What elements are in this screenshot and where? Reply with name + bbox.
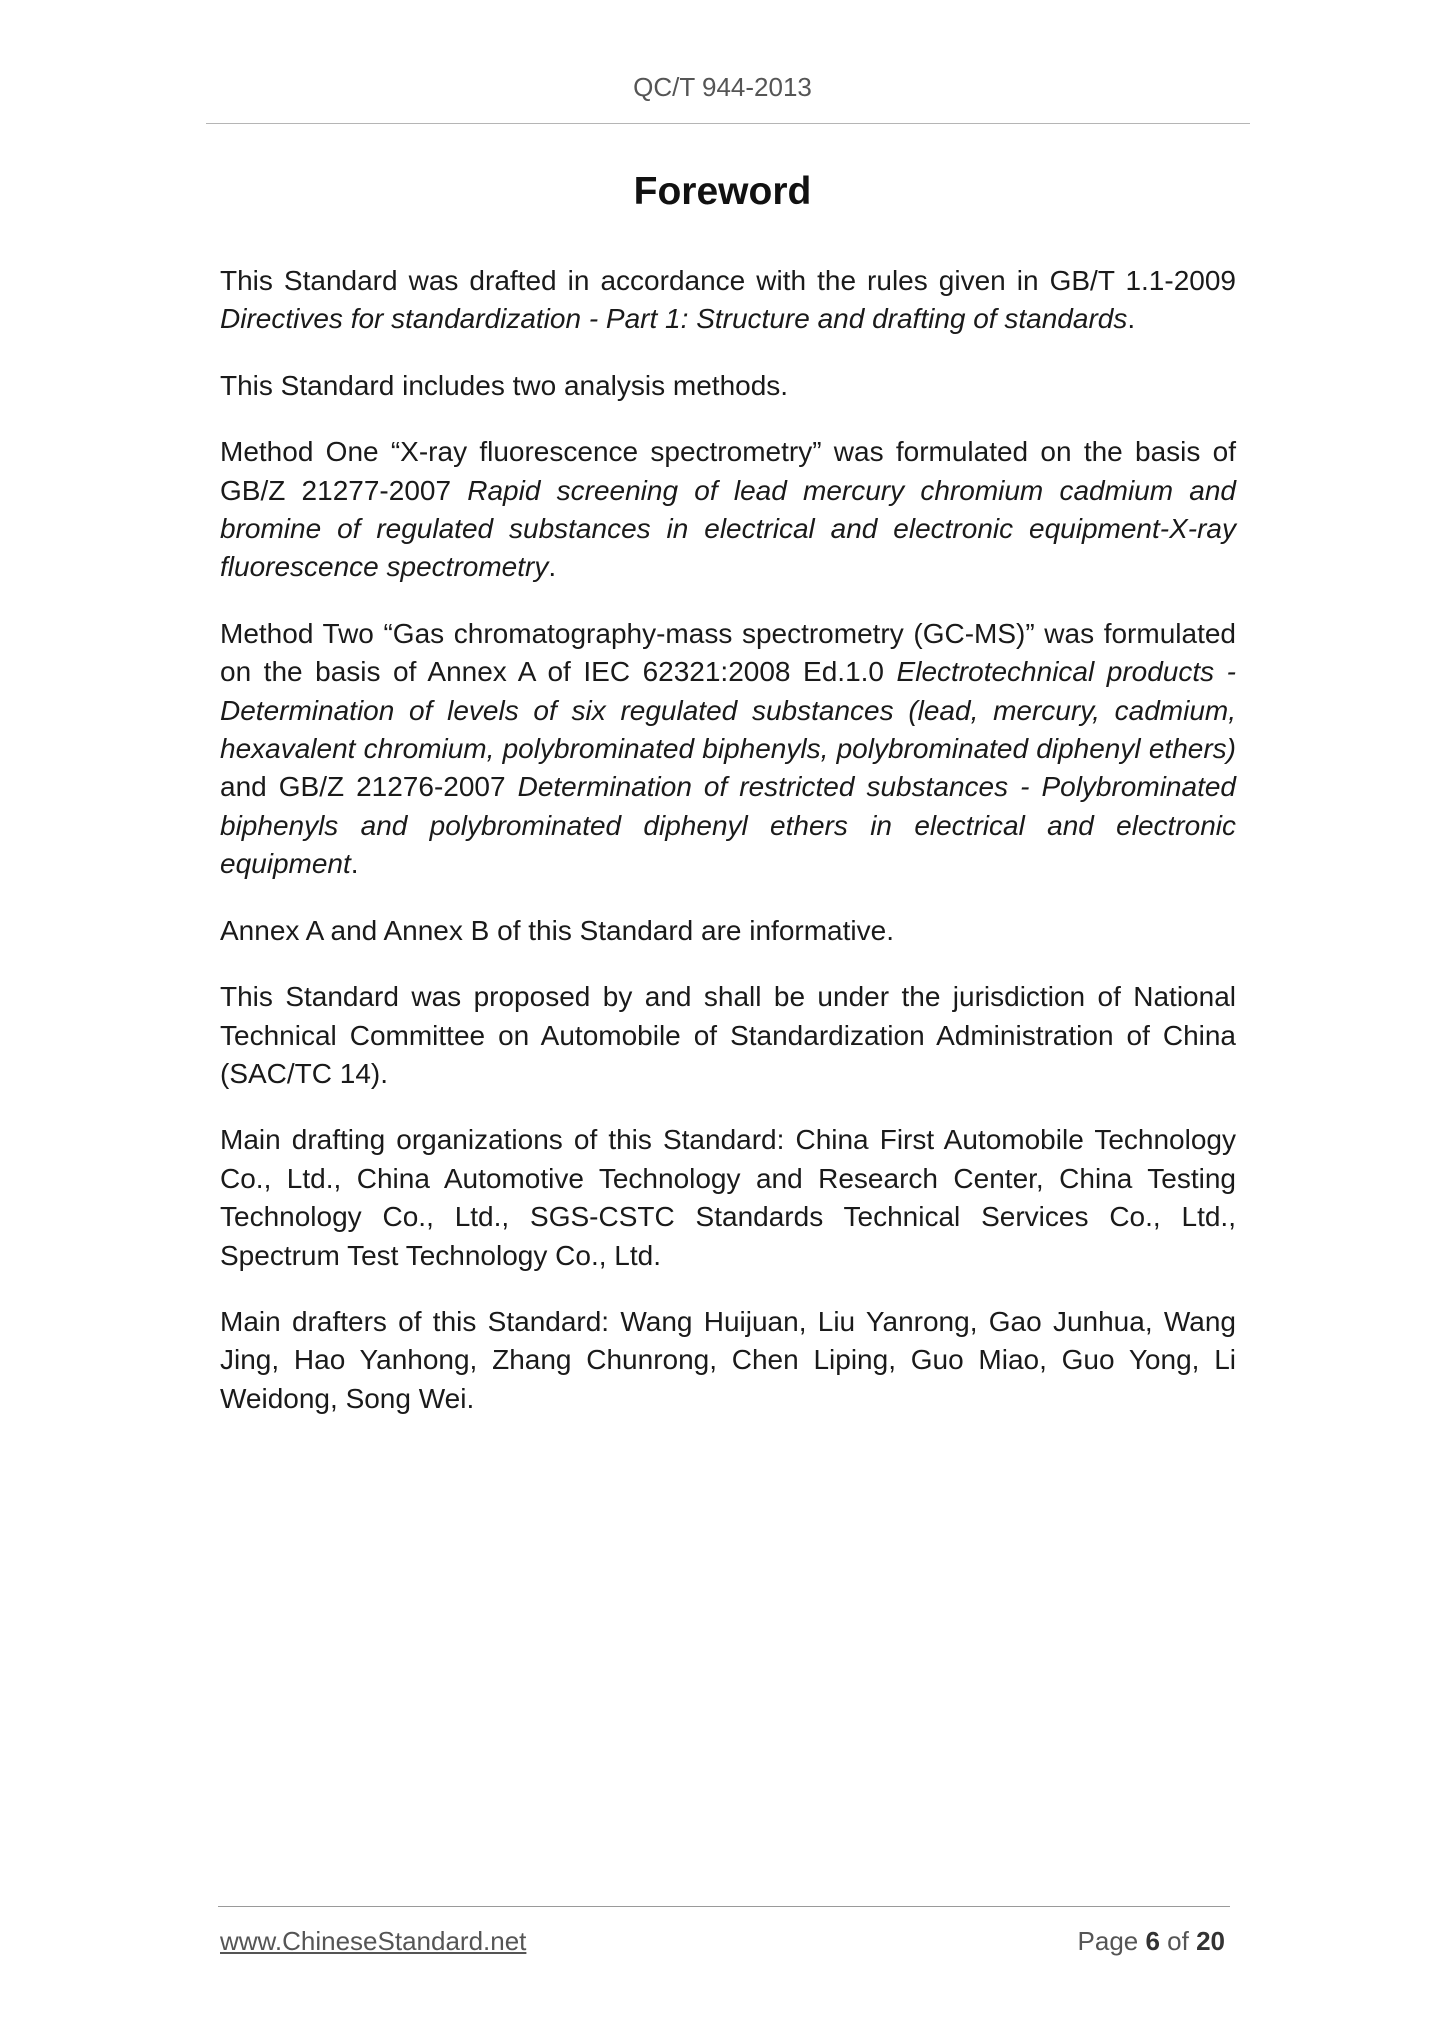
footer-divider: [218, 1906, 1230, 1907]
paragraph-text: and GB/Z 21276-2007: [220, 771, 518, 803]
cited-standard-title: Directives for standardization - Part 1: Structure and drafting of standards: [220, 303, 1128, 335]
page-prefix: Page: [1077, 1926, 1146, 1956]
page-title: Foreword: [633, 170, 812, 213]
paragraph-text: .: [548, 551, 557, 583]
document-code-header: QC/T 944-2013: [633, 72, 812, 102]
paragraph-method-one: [220, 433, 1236, 587]
page-number: [1078, 1926, 1225, 1957]
paragraph-drafting-rules: [220, 262, 1236, 339]
page-separator: of: [1159, 1926, 1197, 1956]
total-pages: 20: [1196, 1926, 1225, 1956]
cited-standard-title: Electrotechnical products - Determination of levels of six regulated substances (lead, mercury, cadmium, hexavalent chromium, polybrominated biphenyls, polybrominated diphenyl ethers): [220, 656, 1236, 765]
paragraph-annexes: Annex A and Annex B of this Standard are informative.: [220, 914, 894, 946]
cited-standard-title: Rapid screening of lead mercury chromium cadmium and bromine of regulated substances in electrical and electronic equipment-X-ray fluorescence spectrometry: [220, 474, 1237, 583]
paragraph-text: .: [350, 848, 359, 880]
paragraph-drafting-organizations: Main drafting organizations of this Standard: China First Automobile Technology Co., Ltd., China Automotive Technology and Research Center, China Testing Technology Co., Ltd., SGS-CSTC Standards Technical Services Co., Ltd., Spectrum Test Technology Co., Ltd.: [220, 1124, 1236, 1271]
paragraph-text: Method One “X-ray fluorescence spectrometry” was formulated on the basis of GB/Z 21277-2007: [220, 436, 1236, 506]
paragraph-method-two: [220, 615, 1236, 884]
paragraph-drafters: Main drafters of this Standard: Wang Huijuan, Liu Yanrong, Gao Junhua, Wang Jing, Hao Yanhong, Zhang Chunrong, Chen Liping, Guo Miao, Guo Yong, Li Weidong, Song Wei.: [220, 1305, 1236, 1414]
foreword-body: [220, 262, 1236, 1446]
paragraph-text: Method Two “Gas chromatography-mass spectrometry (GC-MS)” was formulated on the basis of Annex A of IEC 62321:2008 Ed.1.0: [220, 617, 1236, 688]
website-link[interactable]: www.ChineseStandard.net: [220, 1926, 527, 1956]
paragraph-analysis-methods: This Standard includes two analysis methods.: [220, 369, 789, 401]
current-page: 6: [1145, 1926, 1160, 1956]
paragraph-jurisdiction: This Standard was proposed by and shall be under the jurisdiction of National Technical Committee on Automobile of Standardization Administration of China (SAC/TC 14).: [220, 981, 1236, 1089]
header-divider: [206, 123, 1250, 124]
paragraph-text: This Standard was drafted in accordance with the rules given in GB/T 1.1-2009: [220, 265, 1236, 296]
paragraph-text: .: [1127, 303, 1136, 335]
cited-standard-title: Determination of restricted substances - Polybrominated biphenyls and polybrominated diphenyl ethers in electrical and electronic equipment: [220, 771, 1236, 880]
